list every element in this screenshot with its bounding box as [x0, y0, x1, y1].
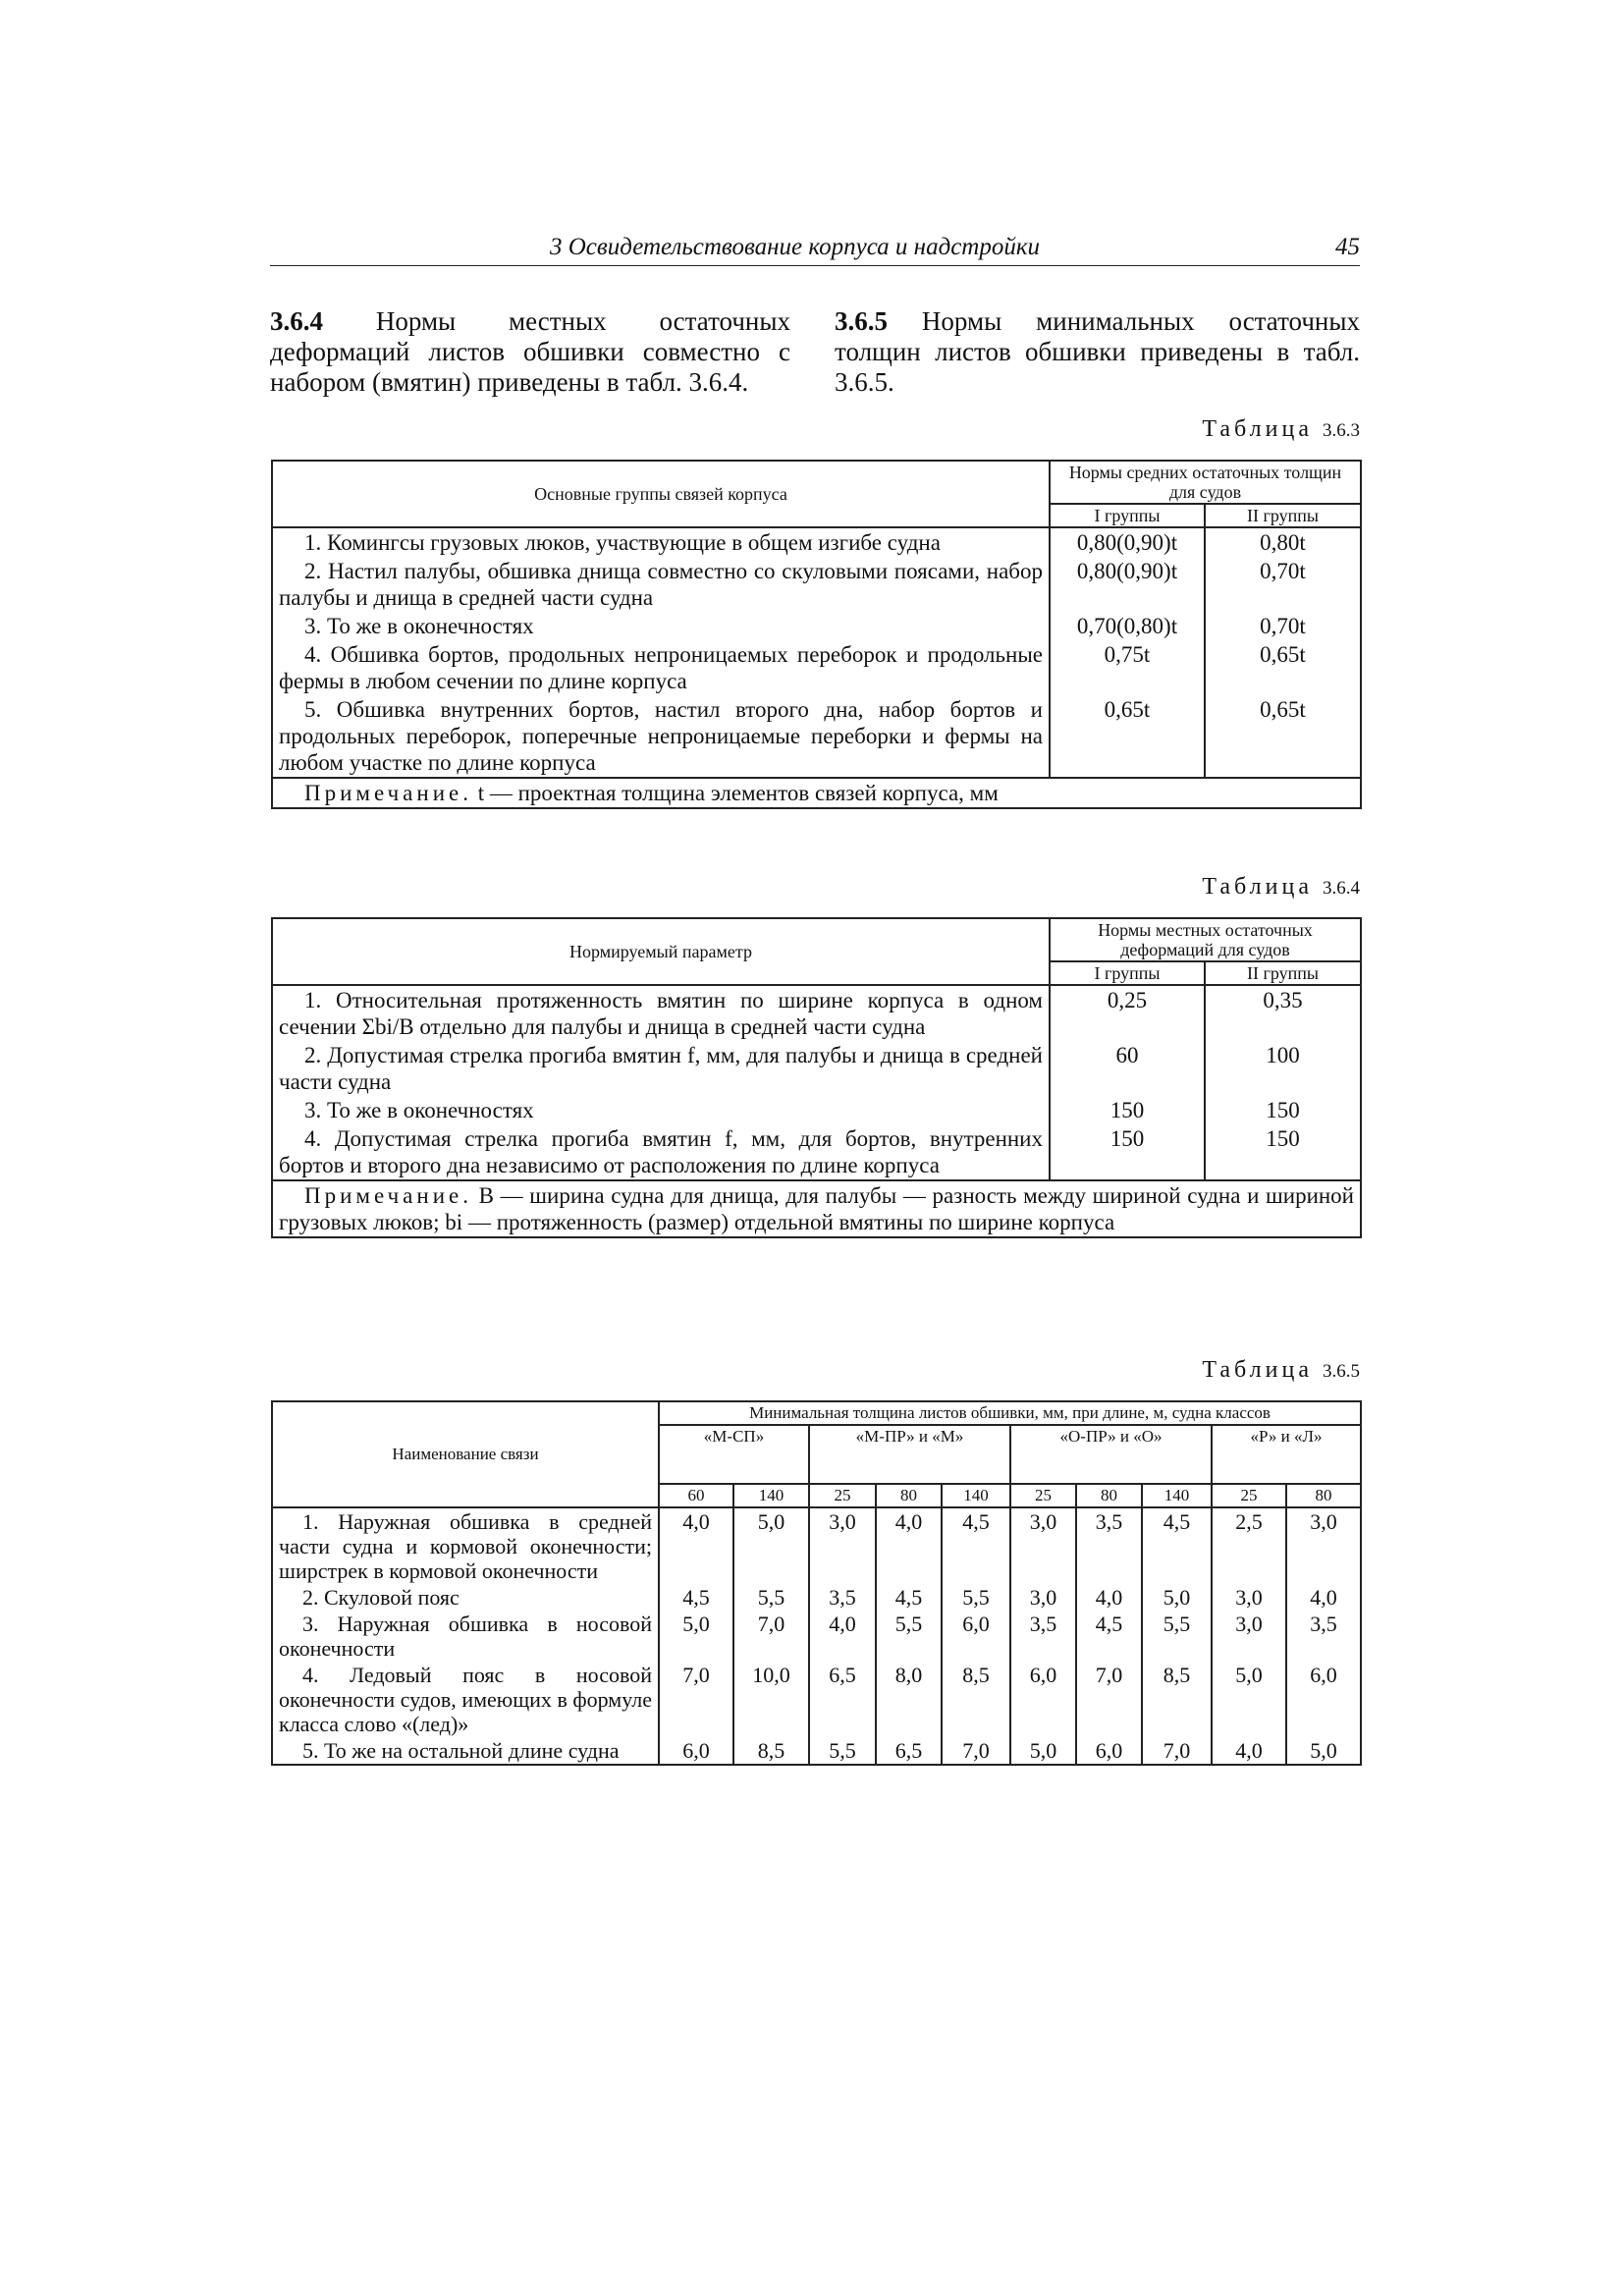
row-name: 2. Допустимая стрелка прогиба вмятин f, мм, для палубы и днища в средней части судна [272, 1041, 1050, 1096]
length-header: 140 [733, 1484, 809, 1507]
table-caption [982, 416, 1360, 443]
cell-value: 4,5 [1142, 1507, 1212, 1584]
caption-word: Таблица [1202, 1357, 1313, 1383]
table-row [272, 1662, 1361, 1737]
cell-value: 8,5 [942, 1662, 1010, 1737]
table-3-6-4 [271, 917, 1362, 1238]
row-name: 4. Обшивка бортов, продольных непроницаемых переборок и продольные фермы в любом сечении по длине корпуса [272, 640, 1050, 695]
cell-value: 6,0 [1076, 1737, 1142, 1765]
row-name: 2. Скуловой пояс [272, 1584, 659, 1611]
table-row [272, 640, 1361, 695]
cell-value: 4,5 [659, 1584, 733, 1611]
class-header: «Р» и «Л» [1212, 1425, 1361, 1484]
cell-value: 8,5 [1142, 1662, 1212, 1737]
cell-value: 4,5 [1076, 1611, 1142, 1662]
row-name: 3. То же в оконечностях [272, 1096, 1050, 1124]
table-row [272, 557, 1361, 612]
cell-value: 5,5 [942, 1584, 1010, 1611]
cell-value: 5,5 [733, 1584, 809, 1611]
note-cell [272, 1180, 1361, 1237]
paragraph-text: Нормы минимальных остаточных толщин листов обшивки приведены в табл. 3.6.5. [835, 306, 1360, 397]
cell-value: 3,5 [809, 1584, 876, 1611]
cell-value: 4,0 [876, 1507, 942, 1584]
cell-value: 150 [1050, 1096, 1205, 1124]
cell-value: 2,5 [1212, 1507, 1286, 1584]
note-label: Примечание. [304, 781, 472, 805]
cell-value: 0,80t [1205, 527, 1361, 557]
row-name: 3. То же в оконечностях [272, 612, 1050, 640]
note-text: t — проектная толщина элементов связей корпуса, мм [471, 781, 999, 805]
length-header: 25 [809, 1484, 876, 1507]
cell-value: 5,5 [809, 1737, 876, 1765]
length-header: 60 [659, 1484, 733, 1507]
table-note [272, 1180, 1361, 1237]
table-row [272, 1611, 1361, 1662]
cell-value: 0,70(0,80)t [1050, 612, 1205, 640]
cell-value: 10,0 [733, 1662, 809, 1737]
cell-value: 150 [1205, 1124, 1361, 1180]
table-row [272, 695, 1361, 778]
class-header: «М-СП» [659, 1425, 809, 1484]
cell-value: 8,0 [876, 1662, 942, 1737]
table-row [272, 1096, 1361, 1124]
length-header: 25 [1212, 1484, 1286, 1507]
cell-value: 0,80(0,90)t [1050, 527, 1205, 557]
cell-value: 0,70t [1205, 557, 1361, 612]
caption-word: Таблица [1202, 874, 1313, 900]
table-caption [982, 874, 1360, 901]
cell-value: 0,70t [1205, 612, 1361, 640]
cell-value: 4,0 [1286, 1584, 1361, 1611]
length-header: 140 [942, 1484, 1010, 1507]
paragraph-text: Нормы местных остаточных деформаций листов обшивки совместно с набором (вмятин) приведены в табл. 3.6.4. [270, 306, 790, 397]
table-note [272, 778, 1361, 808]
cell-value: 6,5 [809, 1662, 876, 1737]
cell-value: 6,0 [1010, 1662, 1076, 1737]
cell-value: 8,5 [733, 1737, 809, 1765]
caption-number: 3.6.4 [1323, 878, 1360, 899]
column-header: Основные группы связей корпуса [272, 461, 1050, 527]
length-header: 80 [1286, 1484, 1361, 1507]
cell-value: 7,0 [733, 1611, 809, 1662]
row-name: 4. Ледовый пояс в носовой оконечности судов, имеющих в формуле класса слово «(лед)» [272, 1662, 659, 1737]
cell-value: 5,0 [1010, 1737, 1076, 1765]
cell-value: 3,5 [1076, 1507, 1142, 1584]
cell-value: 6,0 [659, 1737, 733, 1765]
cell-value: 100 [1205, 1041, 1361, 1096]
cell-value: 4,0 [1212, 1737, 1286, 1765]
column-header: Наименование связи [272, 1401, 659, 1507]
cell-value: 3,5 [1286, 1611, 1361, 1662]
cell-value: 0,25 [1050, 985, 1205, 1041]
cell-value: 4,5 [942, 1507, 1010, 1584]
page-number: 45 [1335, 234, 1360, 260]
group-header: Нормы местных остаточных деформаций для судов [1050, 918, 1361, 961]
cell-value: 0,80(0,90)t [1050, 557, 1205, 612]
row-name: 1. Относительная протяженность вмятин по ширине корпуса в одном сечении Σbi/B отдельно для палубы и днища в средней части судна [272, 985, 1050, 1041]
cell-value: 4,0 [659, 1507, 733, 1584]
caption-word: Таблица [1202, 416, 1313, 442]
cell-value: 7,0 [1076, 1662, 1142, 1737]
row-name: 3. Наружная обшивка в носовой оконечности [272, 1611, 659, 1662]
table-row [272, 1584, 1361, 1611]
cell-value: 5,0 [733, 1507, 809, 1584]
class-header: «М-ПР» и «М» [809, 1425, 1010, 1484]
cell-value: 3,0 [1286, 1507, 1361, 1584]
table-row [272, 1041, 1361, 1096]
caption-number: 3.6.3 [1323, 420, 1360, 441]
row-name: 4. Допустимая стрелка прогиба вмятин f, мм, для бортов, внутренних бортов и второго дна независимо от расположения по длине корпуса [272, 1124, 1050, 1180]
paragraph-number: 3.6.5 [835, 306, 888, 336]
class-header: «О-ПР» и «О» [1010, 1425, 1212, 1484]
cell-value: 3,0 [1212, 1584, 1286, 1611]
table-row [272, 1737, 1361, 1765]
paragraph-number: 3.6.4 [270, 306, 323, 336]
cell-value: 7,0 [942, 1737, 1010, 1765]
cell-value: 6,5 [876, 1737, 942, 1765]
row-name: 1. Наружная обшивка в средней части судна и кормовой оконечности; ширстрек в кормовой оконечности [272, 1507, 659, 1584]
column-header: II группы [1205, 961, 1361, 985]
table-row [272, 1124, 1361, 1180]
length-header: 80 [1076, 1484, 1142, 1507]
table-row [272, 612, 1361, 640]
length-header: 25 [1010, 1484, 1076, 1507]
cell-value: 7,0 [659, 1662, 733, 1737]
caption-number: 3.6.5 [1323, 1361, 1360, 1382]
cell-value: 4,0 [809, 1611, 876, 1662]
paragraph-3-6-5 [835, 306, 1360, 398]
cell-value: 150 [1050, 1124, 1205, 1180]
cell-value: 5,0 [659, 1611, 733, 1662]
cell-value: 4,0 [1076, 1584, 1142, 1611]
row-name: 5. То же на остальной длине судна [272, 1737, 659, 1765]
note-cell [272, 778, 1361, 808]
cell-value: 0,35 [1205, 985, 1361, 1041]
cell-value: 5,0 [1286, 1737, 1361, 1765]
cell-value: 0,65t [1205, 695, 1361, 778]
cell-value: 6,0 [1286, 1662, 1361, 1737]
cell-value: 6,0 [942, 1611, 1010, 1662]
cell-value: 3,0 [809, 1507, 876, 1584]
cell-value: 3,5 [1010, 1611, 1076, 1662]
table-row [272, 527, 1361, 557]
cell-value: 0,75t [1050, 640, 1205, 695]
length-header: 140 [1142, 1484, 1212, 1507]
cell-value: 0,65t [1205, 640, 1361, 695]
row-name: 2. Настил палубы, обшивка днища совместно со скуловыми поясами, набор палубы и днища в средней части судна [272, 557, 1050, 612]
row-name: 1. Комингсы грузовых люков, участвующие в общем изгибе судна [272, 527, 1050, 557]
cell-value: 5,0 [1142, 1584, 1212, 1611]
column-header: I группы [1050, 504, 1205, 527]
table-row [272, 985, 1361, 1041]
column-header: I группы [1050, 961, 1205, 985]
note-text: B — ширина судна для днища, для палубы — разность между шириной судна и шириной грузовых люков; bi — протяженность (размер) отдельной вмятины по ширине корпуса [279, 1183, 1354, 1234]
table-row [272, 1507, 1361, 1584]
column-header: II группы [1205, 504, 1361, 527]
cell-value: 0,65t [1050, 695, 1205, 778]
cell-value: 3,0 [1010, 1507, 1076, 1584]
column-header: Нормируемый параметр [272, 918, 1050, 985]
table-3-6-3 [271, 460, 1362, 809]
paragraph-3-6-4 [270, 306, 790, 398]
cell-value: 60 [1050, 1041, 1205, 1096]
table-caption [982, 1357, 1360, 1384]
cell-value: 5,0 [1212, 1662, 1286, 1737]
group-header: Нормы средних остаточных толщин для судов [1050, 461, 1361, 504]
row-name: 5. Обшивка внутренних бортов, настил второго дна, набор бортов и продольных переборок, поперечные непроницаемые переборки и фермы на любом участке по длине корпуса [272, 695, 1050, 778]
cell-value: 7,0 [1142, 1737, 1212, 1765]
header-title: 3 Освидетельствование корпуса и надстройки [550, 234, 1041, 260]
cell-value: 5,5 [1142, 1611, 1212, 1662]
note-label: Примечание. [304, 1183, 472, 1208]
cell-value: 3,0 [1212, 1611, 1286, 1662]
table-3-6-5 [271, 1400, 1362, 1766]
cell-value: 5,5 [876, 1611, 942, 1662]
cell-value: 4,5 [876, 1584, 942, 1611]
cell-value: 3,0 [1010, 1584, 1076, 1611]
running-header [270, 232, 1360, 266]
length-header: 80 [876, 1484, 942, 1507]
group-header: Минимальная толщина листов обшивки, мм, при длине, м, судна классов [659, 1401, 1361, 1425]
cell-value: 150 [1205, 1096, 1361, 1124]
